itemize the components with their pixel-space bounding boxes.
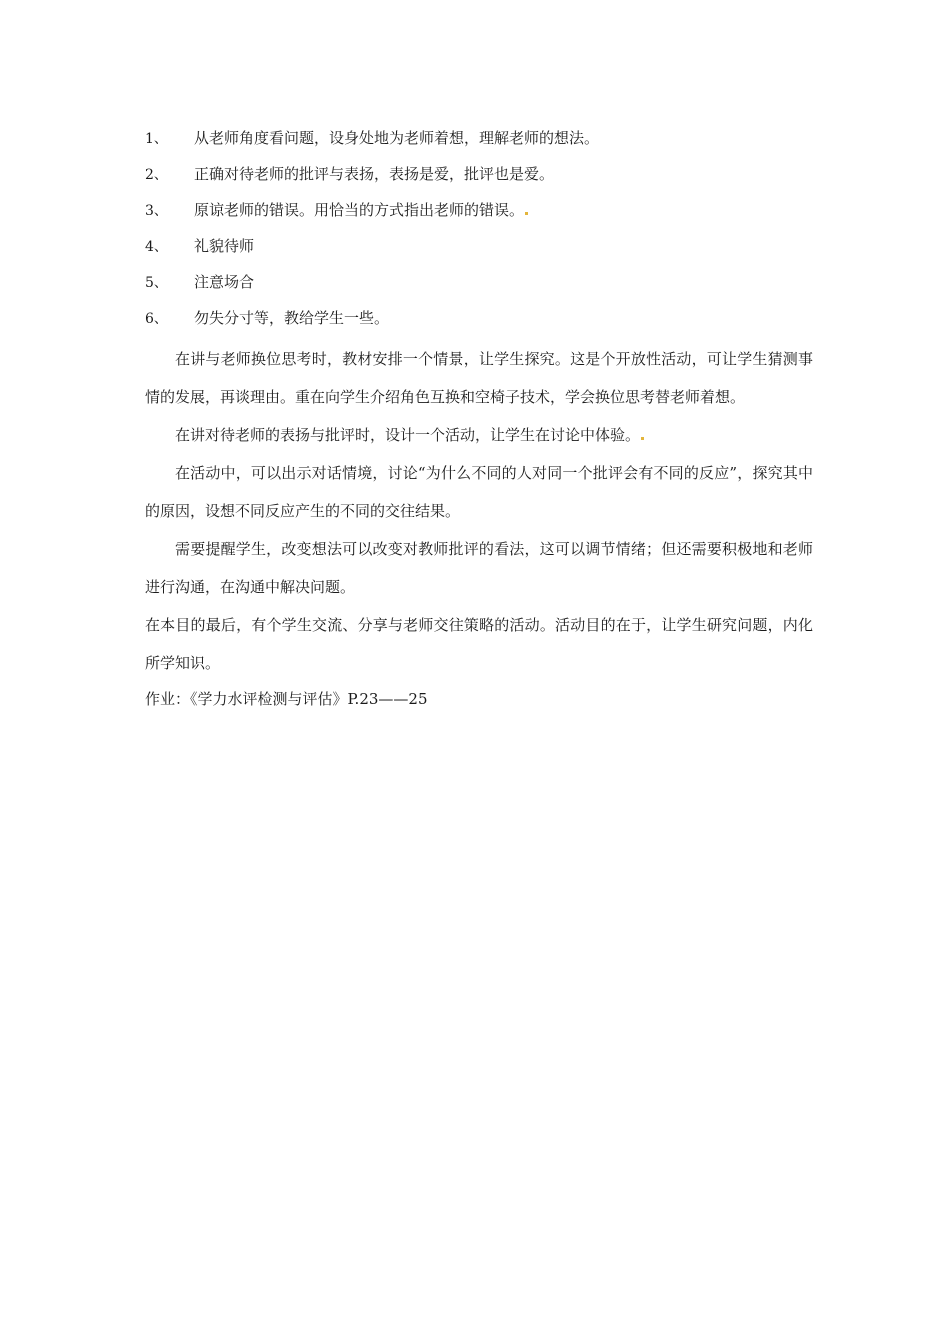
paragraph: 在活动中，可以出示对话情境，讨论“为什么不同的人对同一个批评会有不同的反应”，探究其中的原因，设想不同反应产生的不同的交往结果。 bbox=[145, 464, 813, 520]
scan-mark bbox=[525, 212, 528, 215]
paragraph bbox=[145, 416, 813, 454]
paragraph: 在讲与老师换位思考时，教材安排一个情景，让学生探究。这是个开放性活动，可让学生猜测事情的发展，再谈理由。重在向学生介绍角色互换和空椅子技术，学会换位思考替老师着想。 bbox=[145, 350, 813, 406]
list-item bbox=[145, 268, 815, 304]
numbered-list bbox=[145, 124, 815, 340]
list-item bbox=[145, 124, 815, 160]
body-text bbox=[145, 340, 813, 718]
list-text: 正确对待老师的批评与表扬，表扬是爱，批评也是爱。 bbox=[194, 165, 555, 183]
list-number: 6、 bbox=[145, 311, 168, 327]
list-item bbox=[145, 160, 815, 196]
paragraph-text: 在讲对待老师的表扬与批评时，设计一个活动，让学生在讨论中体验。 bbox=[175, 426, 641, 444]
list-text: 原谅老师的错误。用恰当的方式指出老师的错误。 bbox=[194, 201, 525, 219]
list-number: 2、 bbox=[145, 167, 168, 183]
list-text: 注意场合 bbox=[194, 273, 255, 291]
list-text: 从老师角度看问题，设身处地为老师着想，理解老师的想法。 bbox=[194, 129, 600, 147]
list-item bbox=[145, 196, 815, 232]
list-text: 礼貌待师 bbox=[194, 237, 255, 255]
paragraph: 需要提醒学生，改变想法可以改变对教师批评的看法，这可以调节情绪；但还需要积极地和老师进行沟通，在沟通中解决问题。 bbox=[145, 540, 813, 596]
paragraph: 在本目的最后，有个学生交流、分享与老师交往策略的活动。活动目的在于，让学生研究问题，内化所学知识。 bbox=[145, 616, 813, 672]
list-number: 1、 bbox=[145, 131, 168, 147]
homework-line: 作业：《学力水评检测与评估》P.23——25 bbox=[145, 690, 428, 708]
list-text: 勿失分寸等，教给学生一些。 bbox=[194, 309, 390, 327]
list-item bbox=[145, 304, 815, 340]
list-number: 3、 bbox=[145, 203, 168, 219]
scan-mark bbox=[641, 437, 644, 440]
list-number: 5、 bbox=[145, 275, 168, 291]
list-number: 4、 bbox=[145, 239, 168, 255]
list-item bbox=[145, 232, 815, 268]
